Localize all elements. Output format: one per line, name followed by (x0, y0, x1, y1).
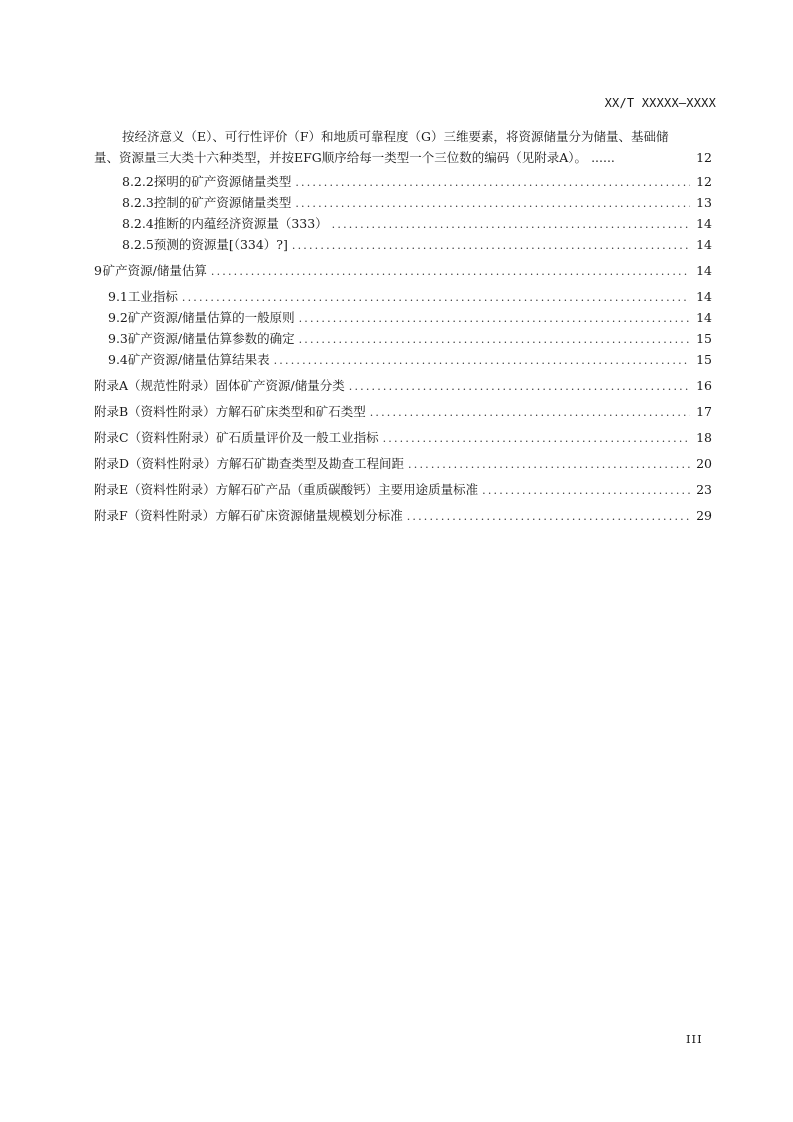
toc-entry-number: 附录A（规范性附录） (94, 378, 216, 393)
toc-entry-number: 9 (94, 263, 102, 278)
toc-entry-number: 附录B（资料性附录） (94, 404, 216, 419)
toc-entry-appendix-f[interactable] (94, 506, 712, 526)
toc-entry-9-3[interactable] (94, 329, 712, 349)
toc-entry-8-2-5[interactable] (94, 235, 712, 255)
toc-entry-number: 9.3 (108, 331, 128, 346)
toc-leader-dots (370, 406, 690, 419)
toc-leader-dots (182, 291, 690, 304)
toc-entry-title: 方解石矿勘查类型及勘查工程间距 (216, 456, 405, 471)
toc-entry-appendix-a[interactable] (94, 376, 712, 396)
toc-leader-dots (383, 432, 690, 445)
toc-page-number: 15 (696, 331, 712, 346)
toc-entry-title: 矿产资源/储量估算参数的确定 (127, 331, 295, 346)
toc-entry-number: 附录F（资料性附录） (94, 508, 216, 523)
toc-leader-dots (299, 312, 690, 325)
intro-line-2[interactable] (94, 147, 712, 168)
toc-leader-dots (407, 510, 690, 523)
toc-entry-title: 方解石矿床资源储量规模划分标准 (215, 508, 403, 523)
toc-leader-dots (295, 176, 690, 189)
toc-page-number: 12 (696, 174, 712, 189)
toc-entry-appendix-b[interactable] (94, 402, 712, 422)
toc-entry-number: 9.4 (108, 352, 128, 367)
toc-leader-dots (332, 218, 690, 231)
toc-page-number: 14 (696, 310, 712, 325)
toc-entry-appendix-d[interactable] (94, 454, 712, 474)
toc-page-number: 14 (696, 237, 712, 252)
toc-entry-appendix-e[interactable] (94, 480, 712, 500)
toc-entry-title: 方解石矿产品（重质碳酸钙）主要用途质量标准 (215, 482, 479, 497)
toc-entry-number: 9.1 (108, 289, 128, 304)
toc-leader-dots (292, 239, 690, 252)
toc-entry-number: 8.2.3 (122, 195, 154, 210)
toc-entry-title: 方解石矿床类型和矿石类型 (215, 404, 366, 419)
intro-line-2-text: 量、资源量三大类十六种类型，并按EFG顺序给每一类型一个三位数的编码（见附录A）。 (94, 150, 588, 165)
toc-page-number: 18 (696, 430, 712, 445)
toc-page-number: 17 (696, 404, 712, 419)
toc-leader-dots (299, 333, 690, 346)
toc-entry-title: 探明的矿产资源储量类型 (153, 174, 292, 189)
toc-entry-9-1[interactable] (94, 287, 712, 307)
toc-entry-appendix-c[interactable] (94, 428, 712, 448)
intro-line-1: 按经济意义（E）、可行性评价（F）和地质可靠程度（G）三维要素，将资源储量分为储量、基础储 (122, 129, 669, 144)
toc-entry-title: 推断的内蕴经济资源量（333） (153, 216, 328, 231)
toc-leader-dots (211, 265, 690, 278)
intro-page-number: 12 (696, 150, 712, 165)
toc-page-number: 15 (696, 352, 712, 367)
toc-leader-dots (408, 458, 690, 471)
toc-entry-title: 固体矿产资源/储量分类 (215, 378, 345, 393)
toc-page-number: 23 (696, 482, 712, 497)
toc-entry-number: 附录C（资料性附录） (94, 430, 217, 445)
toc-entry-number: 8.2.5 (122, 237, 154, 252)
intro-paragraph (94, 126, 712, 168)
page-number-footer: III (686, 1032, 703, 1046)
toc-entry-title: 矿产资源/储量估算 (102, 263, 207, 278)
toc-leader-dots (274, 354, 690, 367)
toc-entry-8-2-3[interactable] (94, 193, 712, 213)
document-code: XX/T XXXXX—XXXX (604, 96, 716, 110)
toc-page-number: 29 (696, 508, 712, 523)
toc-entry-8-2-2[interactable] (94, 172, 712, 192)
toc-entry-title: 矿石质量评价及一般工业指标 (216, 430, 379, 445)
toc-entry-title: 矿产资源/储量估算的一般原则 (127, 310, 295, 325)
toc-leader-dots (349, 380, 690, 393)
toc-leader-dots (295, 197, 690, 210)
toc-entry-title: 工业指标 (127, 289, 178, 304)
toc-entry-9[interactable] (94, 261, 712, 281)
toc-page-number: 14 (696, 263, 712, 278)
toc-entry-number: 8.2.4 (122, 216, 154, 231)
toc-entry-number: 8.2.2 (122, 174, 154, 189)
toc-page-number: 20 (696, 456, 712, 471)
toc-page-number: 13 (696, 195, 712, 210)
toc-page-number: 16 (696, 378, 712, 393)
toc-leader-dots (482, 484, 690, 497)
toc-page-number: 14 (696, 289, 712, 304)
toc-entry-number: 附录E（资料性附录） (94, 482, 216, 497)
toc-page-number: 14 (696, 216, 712, 231)
toc-entry-number: 附录D（资料性附录） (94, 456, 217, 471)
toc-entry-9-4[interactable] (94, 350, 712, 370)
toc-entry-title: 预测的资源量[（334）?] (153, 237, 288, 252)
toc-entry-9-2[interactable] (94, 308, 712, 328)
toc-entry-8-2-4[interactable] (94, 214, 712, 234)
toc-entry-number: 9.2 (108, 310, 128, 325)
intro-leader-dots: ...... (591, 150, 615, 165)
toc-entry-title: 控制的矿产资源储量类型 (153, 195, 292, 210)
toc-entry-title: 矿产资源/储量估算结果表 (127, 352, 270, 367)
